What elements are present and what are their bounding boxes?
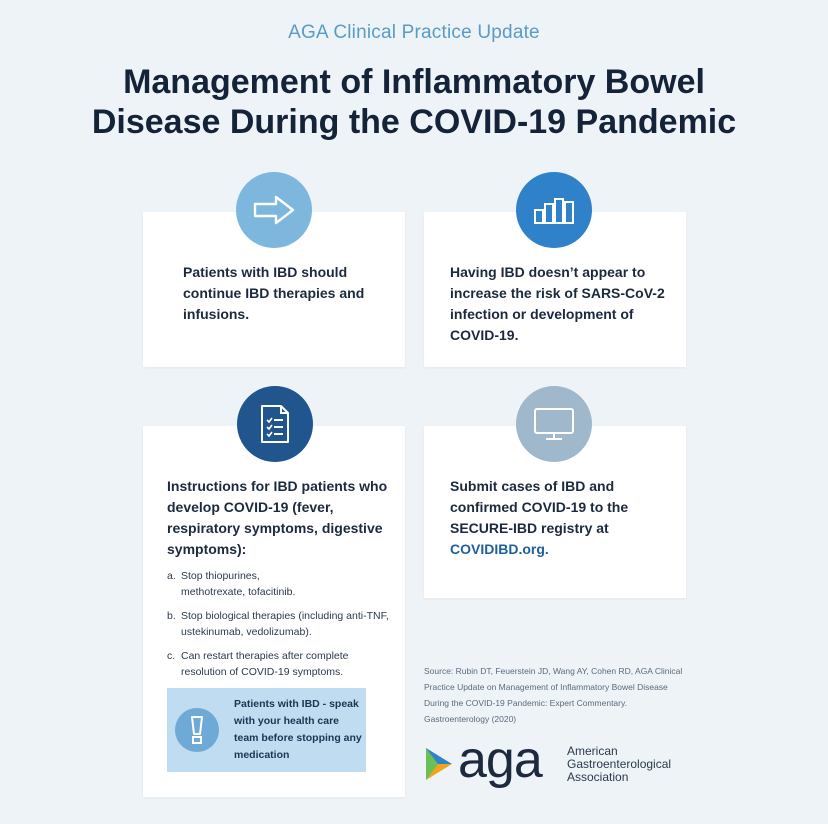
aga-logo-word: aga xyxy=(458,731,542,789)
card-registry-text xyxy=(450,476,670,560)
instruction-step-c xyxy=(167,648,395,680)
computer-monitor-icon xyxy=(516,386,592,462)
step-letter: a. xyxy=(167,570,176,582)
medication-callout xyxy=(167,688,366,772)
instruction-step-a xyxy=(167,568,395,600)
checklist-document-icon xyxy=(237,386,313,462)
card-instructions-heading: Instructions for IBD patients who develop COVID-19 (fever, respiratory symptoms, digestive symptoms): xyxy=(167,478,388,557)
exclamation-icon xyxy=(175,708,219,752)
page-title xyxy=(20,62,808,142)
org-line-2: Gastroenterological xyxy=(567,757,672,771)
aga-logo-mark-icon xyxy=(424,746,454,782)
title-line-1: Management of Inflammatory Bowel xyxy=(123,63,705,101)
card-continue-text: Patients with IBD should continue IBD therapies and infusions. xyxy=(183,264,365,322)
step-letter: c. xyxy=(167,650,176,662)
registry-text: Submit cases of IBD and confirmed COVID-19 to the SECURE-IBD registry at xyxy=(450,478,629,536)
arrow-right-icon xyxy=(236,172,312,248)
registry-link[interactable]: COVIDIBD.org. xyxy=(450,541,549,557)
aga-org-name xyxy=(567,745,707,784)
bar-chart-icon xyxy=(516,172,592,248)
step-text: Stop thiopurines, methotrexate, tofacitinib. xyxy=(181,570,296,598)
instruction-steps xyxy=(167,568,395,688)
step-text: Can restart therapies after complete resolution of COVID-19 symptoms. xyxy=(181,650,349,678)
kicker-subtitle: AGA Clinical Practice Update xyxy=(288,22,540,43)
title-line-2: Disease During the COVID-19 Pandemic xyxy=(91,103,737,141)
callout-text: Patients with IBD - speak with your health care team before stopping any medication xyxy=(234,698,362,761)
org-line-3: Association xyxy=(567,770,629,784)
aga-logo xyxy=(424,731,704,802)
instruction-step-b xyxy=(167,608,395,640)
source-citation: Source: Rubin DT, Feuerstein JD, Wang AY, Cohen RD, AGA Clinical Practice Update on Management of Inflammatory Bowel Disease During the COVID-19 Pandemic: Expert Commentary. Gastroenterology (2020) xyxy=(424,666,683,724)
step-letter: b. xyxy=(167,610,176,622)
org-line-1: American xyxy=(567,744,618,758)
card-instructions xyxy=(143,426,405,797)
card-risk-text: Having IBD doesn’t appear to increase the risk of SARS-CoV-2 infection or development of COVID-19. xyxy=(450,264,665,343)
step-text: Stop biological therapies (including anti-TNF, ustekinumab, vedolizumab). xyxy=(181,610,389,638)
